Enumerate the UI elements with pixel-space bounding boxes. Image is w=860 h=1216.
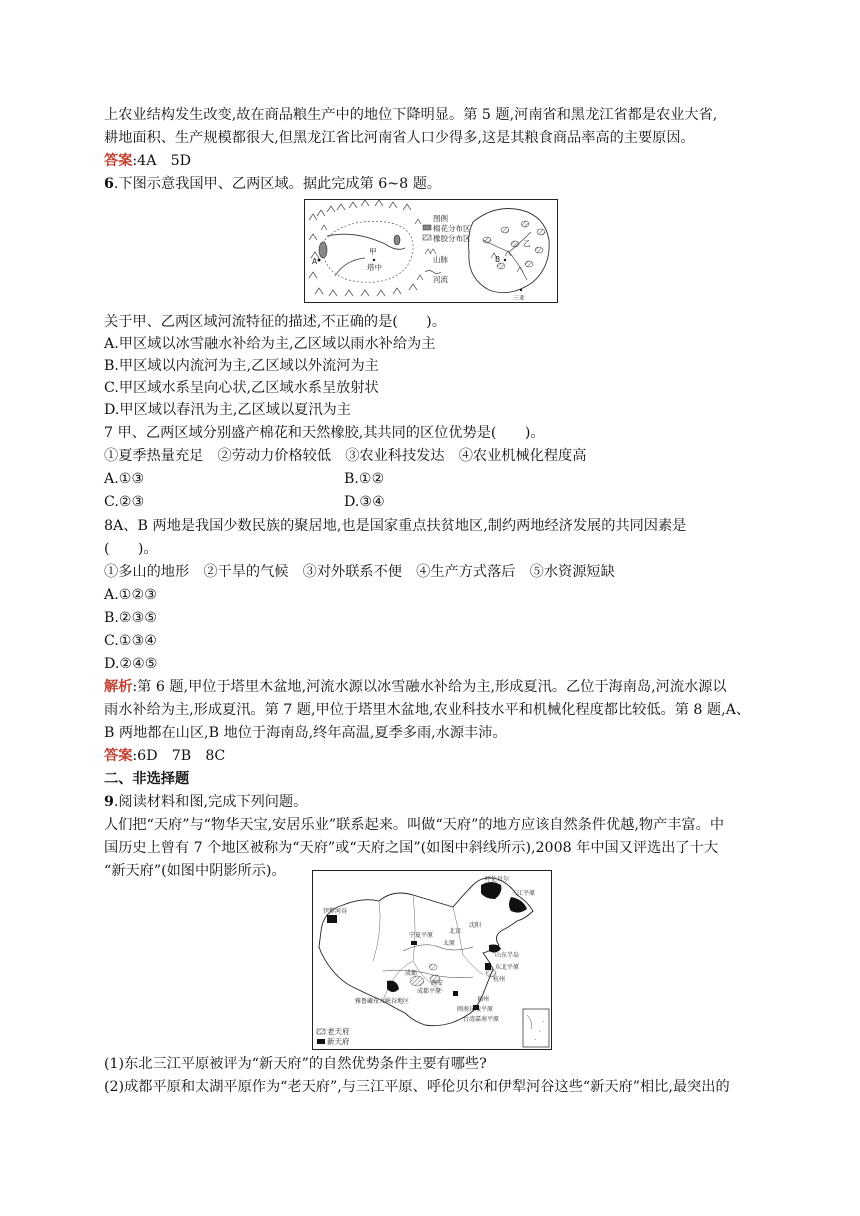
mountain-legend-icon	[425, 249, 436, 254]
question-number: 9	[104, 794, 114, 810]
option-b: B.①②	[344, 471, 385, 487]
map-label: 伊犁河谷	[323, 908, 348, 915]
river-line	[327, 234, 405, 249]
map-label-tazhong: 塔中	[367, 263, 382, 272]
material-line: 国历史上曾有 7 个地区被称为“天府”或“天府之国”(如图中斜线所示),2008 年中国又评选出了十大	[104, 840, 719, 856]
rubber-area-icon	[501, 227, 509, 233]
map-label-sanya: 三亚	[513, 295, 526, 302]
river-line	[403, 945, 473, 951]
cotton-area-icon	[319, 242, 327, 258]
new-tianfu-area	[387, 981, 399, 992]
material-line: 人们把“天府”与“物华天宝,安居乐业”联系起来。叫做“天府”的地方应该自然条件优越,物产丰富。中	[104, 817, 725, 833]
map-label-yi: 乙	[523, 239, 531, 248]
new-tianfu-area	[411, 941, 417, 945]
question-8-stem: ( )。	[104, 541, 158, 557]
text-line: 上农业结构发生改变,故在商品粮生产中的地位下降明显。第 5 题,河南省和黑龙江省都是农业大省,	[104, 107, 718, 123]
legend-rubber: 橡胶分布区	[433, 234, 471, 243]
map-label-jia: 甲	[369, 247, 377, 256]
map-label: 沈阳	[469, 922, 482, 929]
map-label: 台湾嘉南平原	[463, 1016, 500, 1023]
question-8-stem: 8A、B 两地是我国少数民族的聚居地,也是国家重点扶贫地区,制约两地经济发展的共同因素是	[104, 518, 687, 534]
map-label: 宁夏平原	[409, 932, 434, 939]
map-label: 杭州	[493, 976, 506, 983]
place-dot	[318, 259, 321, 262]
analysis-line: 雨水补给为主,形成夏汛。第 7 题,甲位于塔里木盆地,农业科技水平和机械化程度都比较低。第 8 题,A、	[104, 702, 751, 718]
material-line: “新天府”(如图中阴影所示)。	[104, 863, 286, 879]
place-dot	[373, 259, 375, 261]
legend-mountain: 山脉	[433, 255, 448, 264]
legend-old: 老天府	[327, 1027, 350, 1036]
question-intro: .阅读材料和图,完成下列问题。	[113, 794, 308, 810]
rubber-area-icon	[511, 241, 519, 247]
new-tianfu-area	[481, 882, 501, 899]
map-label: 三江平原	[511, 890, 536, 897]
analysis-line	[104, 676, 764, 698]
option-b: B.甲区域以内流河为主,乙区域以外流河为主	[104, 358, 379, 374]
option-d: D.甲区域以春汛为主,乙区域以夏汛为主	[104, 402, 351, 418]
old-tianfu-legend-icon	[317, 1029, 325, 1034]
option-c: C.①③④	[104, 633, 158, 649]
new-tianfu-legend-icon	[317, 1039, 325, 1044]
map-label: 雅鲁藏布大峡谷地区	[355, 998, 410, 1005]
question-number: 6	[104, 176, 114, 192]
answer-line	[104, 745, 764, 767]
map-label-a: A	[312, 257, 318, 266]
region-map-svg	[305, 200, 557, 302]
map-label: 西安	[431, 980, 444, 987]
river-line	[335, 258, 365, 276]
question-intro: .下图示意我国甲、乙两区域。据此完成第 6~8 题。	[113, 176, 442, 192]
option-b: B.②③⑤	[104, 610, 158, 626]
legend-cotton: 棉花分布区	[433, 224, 471, 233]
new-tianfu-area	[327, 915, 337, 923]
china-map-svg	[313, 871, 551, 1049]
option-d: D.③④	[344, 494, 385, 510]
rubber-area-icon	[535, 247, 543, 253]
rubber-area-icon	[525, 261, 533, 267]
option-c: C.②③	[104, 494, 145, 510]
option-row	[104, 468, 764, 490]
answer-label: 答案	[104, 748, 133, 764]
map-label: 东北平原	[495, 964, 520, 971]
option-c: C.甲区域水系呈向心状,乙区域水系呈放射状	[104, 380, 379, 396]
analysis-line: B 两地都在山区,B 地位于海南岛,终年高温,夏季多雨,水源丰沛。	[104, 725, 507, 741]
map-label: 山东半岛	[495, 952, 520, 959]
old-tianfu-area	[410, 976, 424, 986]
analysis-text: :第 6 题,甲位于塔里木盆地,河流水源以冰雪融水补给为主,形成夏汛。乙位于海南岛,河流水源以	[132, 679, 727, 695]
place-dot	[504, 259, 506, 261]
rubber-legend-icon	[423, 235, 431, 240]
option-a: A.甲区域以冰雪融水补给为主,乙区域以雨水补给为主	[104, 336, 436, 352]
rubber-area-icon	[537, 229, 545, 235]
option-a: A.①②③	[104, 587, 157, 603]
place-dot	[520, 289, 522, 291]
map-label: 成都平原	[417, 988, 442, 995]
china-map-figure	[312, 870, 552, 1050]
text-line: 耕地面积、生产规模都很大,但黑龙江省比河南省人口少得多,这是其粮食商品率高的主要原因。	[104, 130, 695, 146]
subquestion-2: (2)成都平原和太湖平原作为“老天府”,与三江平原、呼伦贝尔和伊犁河谷这些“新天府”相比,最突出的	[104, 1079, 730, 1095]
option-row	[104, 491, 764, 513]
cotton-area-icon	[394, 235, 400, 245]
map-label: 呼伦贝尔	[485, 876, 510, 883]
option-d: D.②④⑤	[104, 656, 158, 672]
map-label: 成都	[405, 970, 418, 977]
map-label: 福州	[477, 996, 490, 1003]
new-tianfu-area	[453, 991, 458, 996]
option-a: A.①③	[104, 471, 145, 487]
answer-text: :4A 5D	[132, 153, 192, 169]
new-tianfu-area	[509, 897, 527, 913]
river-legend-icon	[425, 271, 441, 274]
legend-title: 图例	[433, 214, 448, 223]
subquestion-1: (1)东北三江平原被评为“新天府”的自然优势条件主要有哪些?	[104, 1056, 487, 1072]
legend-new: 新天府	[327, 1037, 350, 1046]
question-6-stem: 关于甲、乙两区域河流特征的描述,不正确的是( )。	[104, 314, 446, 330]
map-label-b: B	[495, 255, 501, 264]
question-6-title	[104, 173, 764, 195]
question-9-title	[104, 791, 764, 813]
question-7-items: ①夏季热量充足 ②劳动力价格较低 ③农业科技发达 ④农业机械化程度高	[104, 448, 587, 464]
map-label: 太原	[443, 940, 456, 947]
answer-label: 答案	[104, 153, 133, 169]
map-label: 闽南丘陵平原	[457, 1006, 494, 1013]
south-sea-inset	[523, 1009, 549, 1047]
rubber-area-icon	[521, 221, 529, 227]
map-label: 北京	[449, 928, 462, 935]
question-7-stem: 7 甲、乙两区域分别盛产棉花和天然橡胶,其共同的区位优势是( )。	[104, 425, 545, 441]
inset-islands	[527, 1015, 544, 1040]
section-heading: 二、非选择题	[104, 771, 190, 787]
answer-line	[104, 150, 764, 172]
region-map-figure	[304, 199, 558, 303]
legend-river: 河流	[433, 275, 448, 284]
old-tianfu-area	[429, 964, 437, 970]
river-line	[383, 971, 473, 978]
answer-text: :6D 7B 8C	[132, 748, 226, 764]
question-8-items: ①多山的地形 ②干旱的气候 ③对外联系不便 ④生产方式落后 ⑤水资源短缺	[104, 564, 615, 580]
analysis-label: 解析	[104, 679, 133, 695]
cotton-legend-icon	[423, 225, 431, 230]
